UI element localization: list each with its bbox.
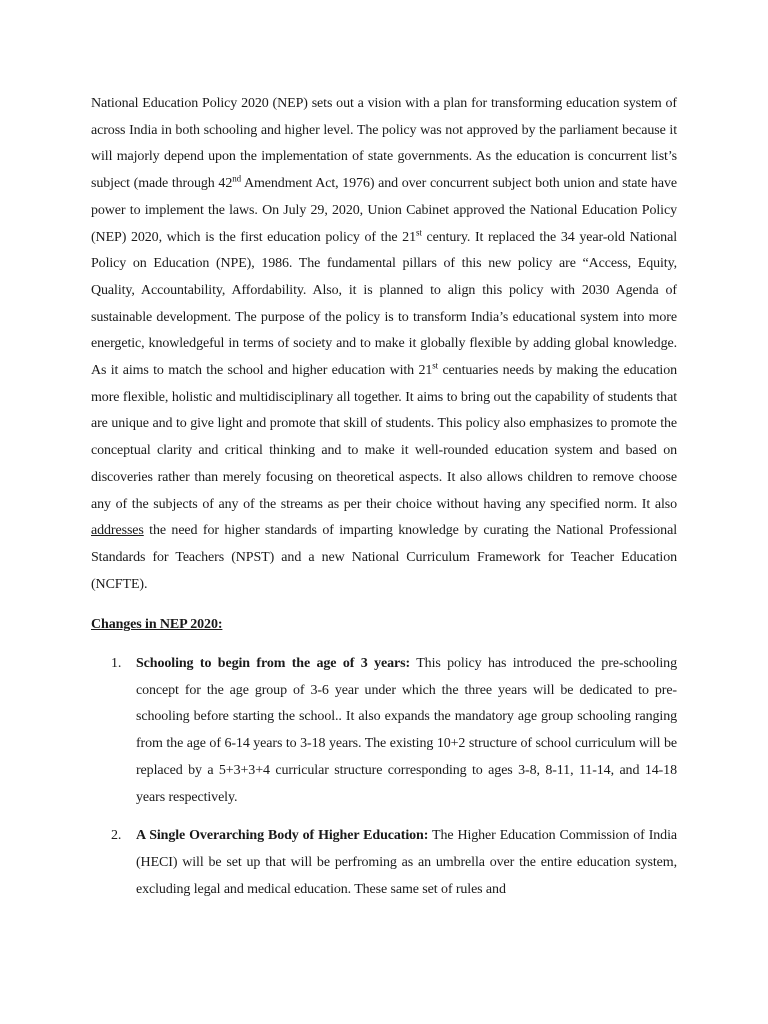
intro-text-2: Amendment Act, 1976) and over concurrent subject both union and state have power to implement the laws. On July 29, 2020, Union Cabinet approved the National Education Policy (NEP) 2020, which is the first education policy of the 21	[91, 176, 677, 245]
list-number: 2.	[111, 828, 122, 844]
list-number: 1.	[111, 656, 122, 672]
intro-paragraph	[91, 91, 677, 598]
section-heading: Changes in NEP 2020:	[91, 617, 223, 633]
underlined-word: addresses	[91, 523, 144, 539]
list-item-text: The Higher Education Commission of India (HECI) will be set up that will be perfroming as an umbrella over the entire education system, excluding legal and medical education. These same set of rules and	[136, 828, 677, 897]
ordinal-suffix: st	[415, 226, 422, 237]
list-item-text: This policy has introduced the pre-schooling concept for the age group of 3-6 year under which the three years will be dedicated to pre-schooling before starting the school.. It also expands the mandatory age group schooling ranging from the age of 6-14 years to 3-18 years. The existing 10+2 structure of school curriculum will be replaced by a 5+3+3+4 curricular structure corresponding to ages 3-8, 8-11, 11-14, and 14-18 years respectively.	[136, 656, 677, 805]
list-item-title: Schooling to begin from the age of 3 years:	[136, 656, 411, 672]
intro-text-4: centuaries needs by making the education more flexible, holistic and multidisciplinary all together. It aims to bring out the capability of students that are unique and to give light and promote that skill of students. This policy also emphasizes to promote the conceptual clarity and critical thinking and to make it well-rounded education system and based on discoveries rather than merely focusing on theoretical aspects. It also allows children to remove choose any of the subjects of any of the streams as per their choice without having any specified norm. It also	[91, 363, 678, 512]
changes-list	[91, 651, 677, 903]
list-item	[91, 823, 677, 903]
list-item	[91, 651, 677, 811]
ordinal-suffix: nd	[232, 173, 242, 184]
list-item-title: A Single Overarching Body of Higher Education:	[136, 828, 429, 844]
intro-text-1: National Education Policy 2020 (NEP) sets out a vision with a plan for transforming education system of across India in both schooling and higher level. The policy was not approved by the parliament because it will majorly depend upon the implementation of state governments. As the education is concurrent list’s subject (made through 42	[91, 96, 677, 192]
ordinal-suffix: st	[432, 360, 439, 371]
intro-text-5: the need for higher standards of imparting knowledge by curating the National Professional Standards for Teachers (NPST) and a new National Curriculum Framework for Teacher Education (NCFTE).	[91, 523, 677, 592]
intro-text-3: century. It replaced the 34 year-old National Policy on Education (NPE), 1986. The fundamental pillars of this new policy are “Access, Equity, Quality, Accountability, Affordability. Also, it is planned to align this policy with 2030 Agenda of sustainable development. The purpose of the policy is to transform India’s educational system into more energetic, knowledgeful in terms of society and to make it globally flexible by adding global knowledge. As it aims to match the school and higher education with 21	[91, 229, 677, 379]
document-page	[91, 91, 677, 915]
